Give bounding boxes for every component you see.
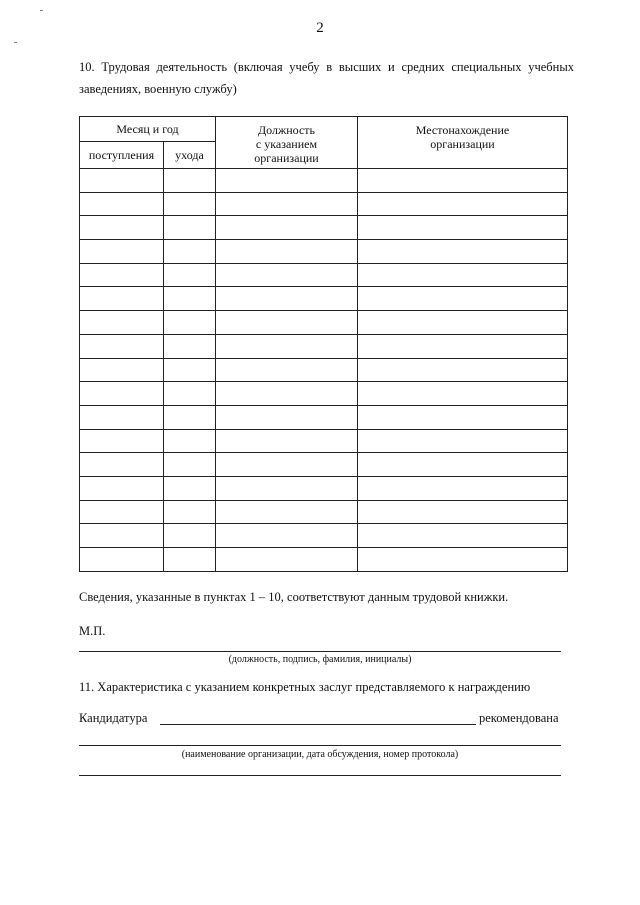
location-cell[interactable]	[358, 358, 568, 382]
end-date-cell[interactable]	[164, 192, 216, 216]
candidacy-line[interactable]	[160, 724, 476, 725]
location-header-line-2: организации	[430, 137, 495, 151]
position-cell[interactable]	[216, 216, 358, 240]
table-row	[80, 169, 568, 193]
work-history-table	[79, 116, 568, 572]
end-date-cell[interactable]	[164, 216, 216, 240]
position-cell[interactable]	[216, 548, 358, 572]
start-date-cell[interactable]	[80, 311, 164, 335]
start-date-cell[interactable]	[80, 453, 164, 477]
table-row	[80, 548, 568, 572]
position-cell[interactable]	[216, 358, 358, 382]
start-date-cell[interactable]	[80, 358, 164, 382]
position-cell[interactable]	[216, 453, 358, 477]
end-date-cell[interactable]	[164, 548, 216, 572]
signature-caption: (должность, подпись, фамилия, инициалы)	[228, 654, 412, 665]
position-cell[interactable]	[216, 240, 358, 264]
start-date-cell[interactable]	[80, 500, 164, 524]
location-cell[interactable]	[358, 476, 568, 500]
end-date-cell[interactable]	[164, 500, 216, 524]
position-cell[interactable]	[216, 311, 358, 335]
end-date-cell[interactable]	[164, 311, 216, 335]
table-row	[80, 382, 568, 406]
table-row	[80, 405, 568, 429]
end-date-cell[interactable]	[164, 524, 216, 548]
location-cell[interactable]	[358, 287, 568, 311]
start-date-cell[interactable]	[80, 405, 164, 429]
end-date-cell[interactable]	[164, 334, 216, 358]
position-cell[interactable]	[216, 192, 358, 216]
candidacy-label: Кандидатура	[79, 711, 148, 725]
organization-line[interactable]	[79, 745, 561, 746]
start-date-cell[interactable]	[80, 240, 164, 264]
position-cell[interactable]	[216, 169, 358, 193]
end-date-cell[interactable]	[164, 405, 216, 429]
end-date-header: ухода	[164, 142, 216, 169]
table-row	[80, 311, 568, 335]
position-cell[interactable]	[216, 524, 358, 548]
position-header-line-3: организации	[254, 151, 319, 165]
start-date-cell[interactable]	[80, 524, 164, 548]
position-cell[interactable]	[216, 382, 358, 406]
location-cell[interactable]	[358, 169, 568, 193]
location-cell[interactable]	[358, 382, 568, 406]
table-row	[80, 287, 568, 311]
position-cell[interactable]	[216, 429, 358, 453]
start-date-cell[interactable]	[80, 192, 164, 216]
table-row	[80, 500, 568, 524]
start-date-cell[interactable]	[80, 169, 164, 193]
location-cell[interactable]	[358, 263, 568, 287]
table-row	[80, 192, 568, 216]
confirmation-text: Сведения, указанные в пунктах 1 – 10, соответствуют данным трудовой книжки.	[79, 590, 509, 604]
location-cell[interactable]	[358, 405, 568, 429]
start-date-header: поступления	[80, 142, 164, 169]
scan-mark	[14, 42, 17, 43]
position-header	[216, 117, 358, 169]
scan-mark	[40, 10, 43, 11]
position-cell[interactable]	[216, 476, 358, 500]
signature-line[interactable]	[79, 651, 561, 652]
location-cell[interactable]	[358, 548, 568, 572]
section-10-line-2: заведениях, военную службу)	[79, 82, 237, 96]
position-header-line-1: Должность	[257, 123, 316, 137]
position-cell[interactable]	[216, 263, 358, 287]
recommended-label: рекомендована	[479, 711, 559, 725]
location-header-line-1: Местонахождение	[415, 123, 510, 137]
start-date-cell[interactable]	[80, 263, 164, 287]
end-date-cell[interactable]	[164, 287, 216, 311]
month-year-header: Месяц и год	[80, 117, 216, 142]
location-cell[interactable]	[358, 216, 568, 240]
position-cell[interactable]	[216, 500, 358, 524]
position-header-line-2: с указанием	[255, 137, 318, 151]
location-cell[interactable]	[358, 240, 568, 264]
end-date-cell[interactable]	[164, 429, 216, 453]
location-cell[interactable]	[358, 334, 568, 358]
location-cell[interactable]	[358, 192, 568, 216]
end-date-cell[interactable]	[164, 169, 216, 193]
table-row	[80, 476, 568, 500]
start-date-cell[interactable]	[80, 334, 164, 358]
table-row	[80, 240, 568, 264]
organization-caption: (наименование организации, дата обсуждения, номер протокола)	[181, 749, 459, 760]
table-body	[80, 169, 568, 572]
section-10-title	[79, 56, 574, 100]
start-date-cell[interactable]	[80, 476, 164, 500]
start-date-cell[interactable]	[80, 429, 164, 453]
section-11-title: 11. Характеристика с указанием конкретных заслуг представляемого к награждению	[79, 680, 531, 694]
location-cell[interactable]	[358, 453, 568, 477]
end-date-cell[interactable]	[164, 382, 216, 406]
position-cell[interactable]	[216, 334, 358, 358]
start-date-cell[interactable]	[80, 548, 164, 572]
start-date-cell[interactable]	[80, 216, 164, 240]
position-cell[interactable]	[216, 287, 358, 311]
page-number: 2	[316, 20, 324, 36]
start-date-cell[interactable]	[80, 382, 164, 406]
table-row	[80, 334, 568, 358]
table-row	[80, 524, 568, 548]
location-cell[interactable]	[358, 311, 568, 335]
table-row	[80, 453, 568, 477]
table-row	[80, 429, 568, 453]
section-10-line-1: 10. Трудовая деятельность (включая учебу в высших и средних специальных учебных	[79, 60, 574, 74]
end-date-cell[interactable]	[164, 476, 216, 500]
location-cell[interactable]	[358, 524, 568, 548]
table-row	[80, 358, 568, 382]
location-header	[358, 117, 568, 169]
end-date-cell[interactable]	[164, 263, 216, 287]
start-date-cell[interactable]	[80, 287, 164, 311]
table-row	[80, 263, 568, 287]
end-date-cell[interactable]	[164, 358, 216, 382]
location-cell[interactable]	[358, 500, 568, 524]
table-row	[80, 216, 568, 240]
location-cell[interactable]	[358, 429, 568, 453]
end-date-cell[interactable]	[164, 453, 216, 477]
stamp-label: М.П.	[79, 624, 106, 638]
position-cell[interactable]	[216, 405, 358, 429]
extra-line[interactable]	[79, 775, 561, 776]
end-date-cell[interactable]	[164, 240, 216, 264]
